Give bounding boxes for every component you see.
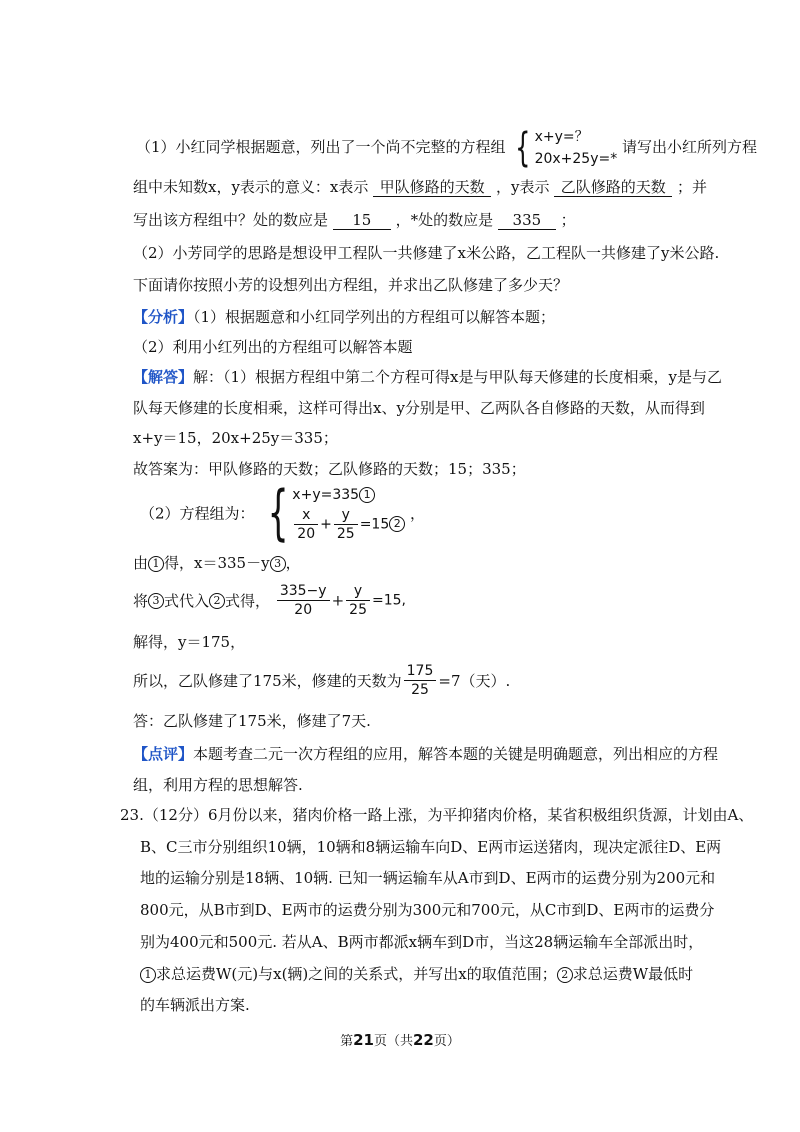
q23-line-5: 别为400元和500元. 若从A、B两市都派x辆车到D市，当这28辆运输车全部派出时， [140, 933, 704, 951]
answer-system [140, 478, 426, 548]
circled-number: 2 [209, 593, 225, 609]
sub-text-3: 式得， [225, 592, 271, 610]
page-number: 21 [353, 1031, 374, 1049]
values-text-star: ，*处的数应是 [395, 211, 494, 229]
q23-line-4: 800元，从B市到D、E两市的运费分别为300元和700元，从C市到D、E两市的运费分 [140, 901, 715, 919]
circled-number: 1 [148, 556, 164, 572]
values-text-end: ； [560, 211, 576, 229]
fraction-335-y [277, 582, 330, 619]
page-footer [0, 1030, 800, 1049]
q23-task-2: 求总运费W最低时 [572, 965, 694, 983]
circled-number: 3 [270, 556, 286, 572]
blank-question-mark: 15 [333, 211, 391, 230]
comment-tag: 【点评】 [133, 745, 194, 763]
analysis-tag: 【分析】 [133, 308, 194, 326]
blank-star: 335 [498, 211, 556, 230]
q1-intro-line [136, 126, 757, 170]
q23-line-7: 的车辆派出方案. [140, 996, 250, 1014]
q23-line-3: 地的运输分别是18辆、10辆. 已知一辆运输车从A市到D、E两市的运费分别为200元和 [140, 869, 716, 887]
frac-den: 20 [297, 525, 316, 542]
answer-text-1: 解：（1）根据方程组中第二个方程可得x是与甲队每天修建的长度相乘，y是与乙 [193, 368, 722, 386]
q23-line-1: 23.（12分）6月份以来，猪肉价格一路上涨，为平抑猪肉价格，某省积极组织货源，计划由A、 [120, 806, 754, 824]
system-brace: { [515, 125, 531, 171]
frac-num: x [294, 506, 318, 525]
so-text: 所以，乙队修建了175米，修建的天数为 [133, 672, 402, 690]
answer-substitute-line: 将 3 式代入 2 式得， $\frac{335-y}{20}$ + $\frac{y}{25}$ =15, [133, 583, 406, 618]
circled-number: 1 [359, 487, 375, 503]
frac-den: 20 [294, 602, 313, 618]
eq2-rhs: =15 [359, 516, 390, 532]
fraction-x-20 [294, 506, 318, 543]
frac-den: 25 [411, 682, 429, 698]
q1-values-line [133, 210, 576, 230]
answer-line-1 [133, 367, 722, 387]
q23-line-6 [140, 964, 693, 984]
comment-line-1 [133, 744, 718, 764]
answer-final-line: 答：乙队修建了175米，修建了7天. [133, 712, 371, 730]
eq1-text: x+y=335 [292, 486, 360, 503]
answer-system-eq1 [292, 484, 405, 506]
system-eq1: x+y=？ [534, 129, 589, 145]
from-text-2: 得，x＝335－y [164, 554, 270, 572]
system-eq2: 20x+25y=* [534, 151, 618, 167]
blank-y-meaning: 乙队修路的天数 [554, 178, 672, 197]
q1-intro-text: （1）小红同学根据题意，列出了一个尚不完整的方程组 [136, 138, 506, 156]
meaning-text: 组中未知数x，y表示的意义：x表示 [133, 178, 369, 196]
answer-tag: 【解答】 [133, 368, 194, 386]
system-label: （2）方程组为： [140, 504, 255, 523]
fraction-y-25-sub [346, 582, 370, 619]
circled-number: 2 [389, 516, 405, 532]
from-text: 由 [133, 554, 149, 572]
incomplete-system [535, 126, 618, 170]
footer-mid: 页（共 [373, 1034, 413, 1049]
from-end: ， [285, 554, 301, 572]
footer-post: 页） [433, 1034, 460, 1049]
frac-den: 25 [349, 602, 367, 618]
answer-system-eq2: $\frac{x}{20}$ + $\frac{y}{25}$ =15 2 [292, 506, 405, 543]
answer-solve-line: 解得，y＝175， [133, 633, 246, 651]
q1-meaning-line [133, 177, 707, 197]
sub-text: 将 [133, 592, 149, 610]
circled-number: 1 [140, 967, 156, 983]
analysis-line-2: （2）利用小红列出的方程组可以解答本题 [133, 338, 413, 356]
meaning-text-end: ；并 [677, 178, 708, 196]
page-total: 22 [413, 1031, 434, 1049]
frac-num: y [334, 506, 358, 525]
frac-den: 25 [336, 525, 355, 542]
comment-line-2: 组，利用方程的思想解答. [133, 776, 303, 794]
q23-task-1: 求总运费W(元)与x(辆)之间的关系式，并写出x的取值范围； [156, 965, 557, 983]
q1-tail-text: 请写出小红所列方程 [622, 138, 758, 156]
so-result: =7（天）. [438, 672, 511, 690]
fraction-y-25 [334, 506, 358, 543]
meaning-text-y: ，y表示 [495, 178, 550, 196]
q2-line-2: 下面请你按照小芳的设想列出方程组，并求出乙队修建了多少天？ [133, 276, 569, 294]
sub-rhs: =15, [371, 592, 406, 609]
values-text: 写出该方程组中？处的数应是 [133, 211, 329, 229]
footer-pre: 第 [340, 1034, 354, 1049]
answer-line-4: 故答案为：甲队修路的天数；乙队修路的天数；15；335； [133, 460, 526, 478]
answer-line-2: 队每天修建的长度相乘，这样可得出x、y分别是甲、乙两队各自修路的天数，从而得到 [133, 399, 705, 417]
answer-so-line [133, 662, 510, 699]
sub-text-2: 式代入 [164, 592, 210, 610]
answer-system-brace: { [267, 478, 289, 548]
circled-number: 2 [557, 967, 573, 983]
answer-from-line [133, 553, 301, 573]
frac-num: 335−y [277, 582, 330, 601]
answer-system-equations [292, 484, 405, 543]
comment-text-1: 本题考查二元一次方程组的应用，解答本题的关键是明确题意，列出相应的方程 [193, 745, 719, 763]
system-tail: ， [410, 504, 426, 523]
q2-line-1: （2）小芳同学的思路是想设甲工程队一共修建了x米公路，乙工程队一共修建了y米公路. [133, 244, 720, 262]
frac-num: 175 [404, 662, 437, 681]
frac-num: y [346, 582, 370, 601]
analysis-text-1: （1）根据题意和小红同学列出的方程组可以解答本题； [193, 308, 556, 326]
fraction-175-25 [404, 662, 437, 699]
circled-number: 3 [148, 593, 164, 609]
blank-x-meaning: 甲队修路的天数 [373, 178, 491, 197]
analysis-line-1 [133, 307, 555, 327]
q23-line-2: B、C三市分别组织10辆，10辆和8辆运输车向D、E两市运送猪肉，现决定派往D、E两 [140, 838, 722, 856]
answer-line-3: x+y＝15，20x+25y＝335； [133, 429, 338, 447]
